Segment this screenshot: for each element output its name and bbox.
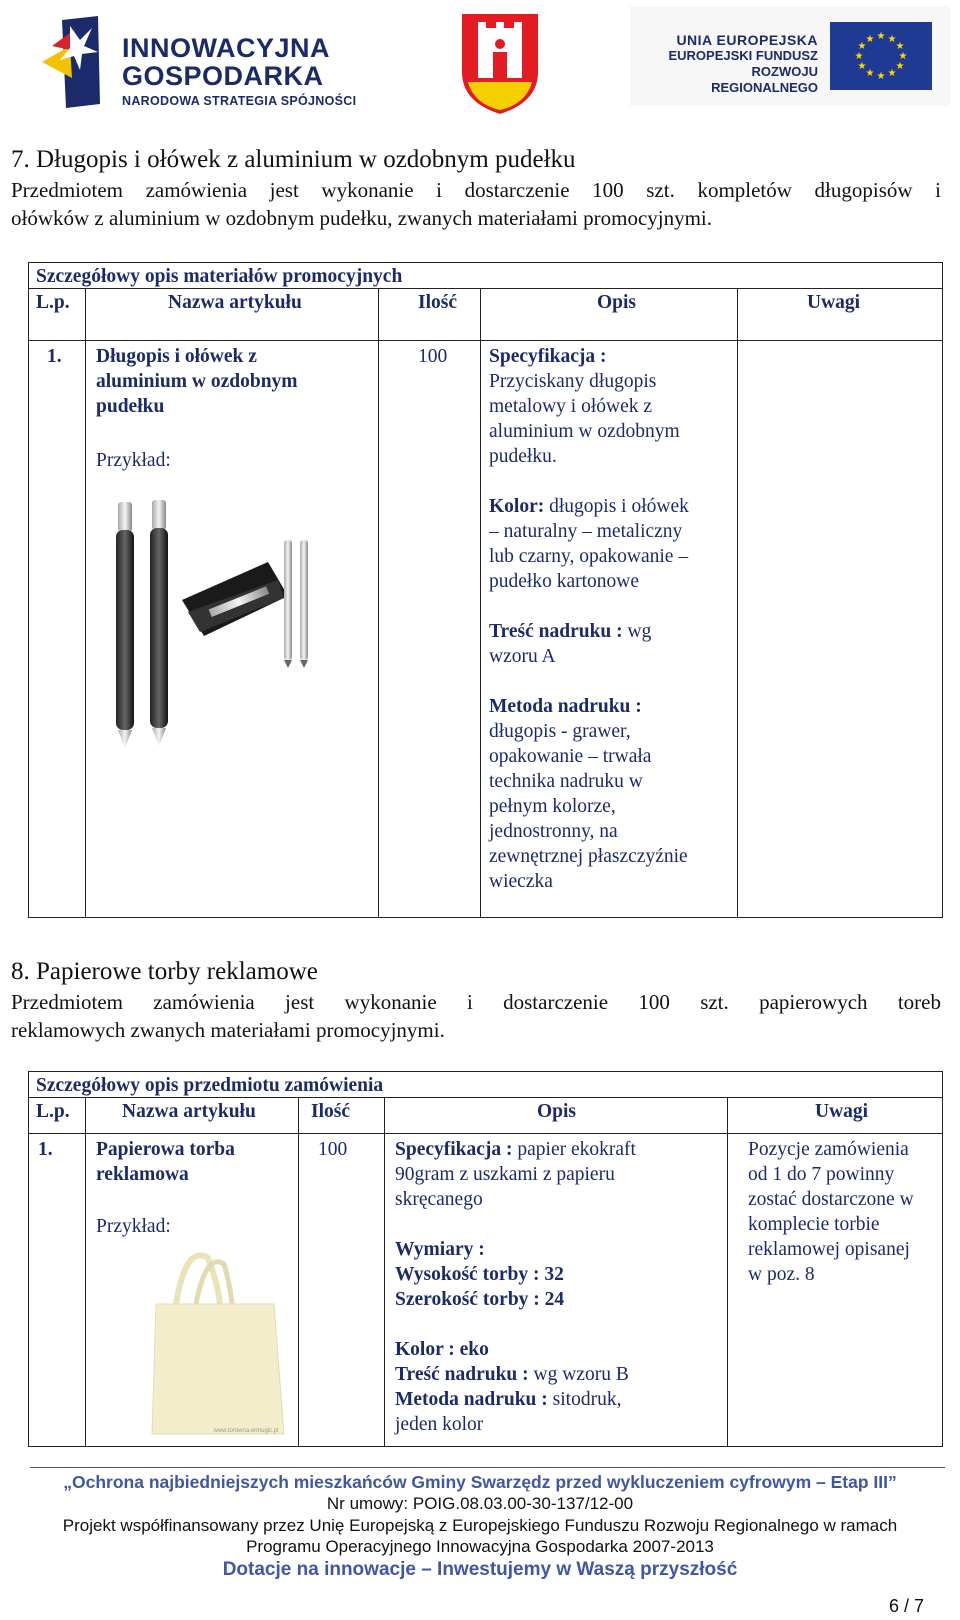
section7-method-l4: pełnym kolorze, bbox=[489, 796, 616, 817]
section7-spec-l2: metalowy i ołówek z bbox=[489, 396, 652, 417]
pen-pencil-set-image bbox=[108, 500, 328, 760]
svg-text:★: ★ bbox=[895, 41, 905, 52]
section7-print-l1: wg bbox=[622, 621, 652, 642]
section7-spec-label: Specyfikacja : bbox=[489, 346, 607, 367]
section7-method-label: Metoda nadruku : bbox=[489, 696, 642, 717]
svg-text:★: ★ bbox=[887, 34, 897, 45]
svg-text:★: ★ bbox=[857, 61, 867, 72]
section7-row-name bbox=[96, 344, 298, 419]
section7-row-desc bbox=[489, 344, 729, 894]
eu-flag-icon bbox=[830, 22, 932, 90]
section8-notes-l4: komplecie torbie bbox=[748, 1214, 880, 1235]
section7-paragraph bbox=[11, 176, 941, 232]
ig-title-line1: INNOWACYJNA bbox=[122, 33, 331, 63]
section8-heading: 8. Papierowe torby reklamowe bbox=[11, 958, 318, 985]
section8-dims-label: Wymiary : bbox=[395, 1239, 485, 1260]
section8-paragraph-line1: Przedmiotem zamówienia jest wykonanie i dostarczenie 100 szt. papierowych toreb bbox=[11, 990, 941, 1014]
section8-spec-l2: 90gram z uszkami z papieru bbox=[395, 1164, 615, 1185]
section7-color-l2: – naturalny – metaliczny bbox=[489, 521, 683, 542]
section7-col-notes: Uwagi bbox=[807, 292, 861, 313]
footer-divider bbox=[30, 1467, 945, 1468]
section8-spec-label: Specyfikacja : bbox=[395, 1139, 513, 1160]
innowacyjna-gospodarka-logo bbox=[40, 12, 360, 112]
footer-programme: Programu Operacyjnego Innowacyjna Gospodarka 2007-2013 bbox=[246, 1537, 714, 1556]
section7-col-desc: Opis bbox=[597, 292, 637, 313]
svg-text:★: ★ bbox=[876, 71, 886, 82]
swarzedz-coat-of-arms bbox=[460, 12, 540, 116]
svg-text:★: ★ bbox=[876, 31, 886, 42]
section8-print-label: Treść nadruku : bbox=[395, 1364, 529, 1385]
paper-bag-image bbox=[146, 1244, 296, 1444]
innowacyjna-gospodarka-emblem-icon bbox=[40, 12, 120, 112]
section7-spec-l1: Przyciskany długopis bbox=[489, 371, 657, 392]
section8-row-desc bbox=[395, 1137, 720, 1437]
section7-method-l1: długopis - grawer, bbox=[489, 721, 631, 742]
page-number: 6 / 7 bbox=[888, 1596, 924, 1616]
section8-spec-l3: skręcanego bbox=[395, 1189, 483, 1210]
section8-table-caption: Szczegółowy opis przedmiotu zamówienia bbox=[36, 1075, 384, 1096]
section8-paragraph bbox=[11, 988, 941, 1044]
footer-contract-number: Nr umowy: POIG.08.03.00-30-137/12-00 bbox=[326, 1494, 634, 1513]
section8-width: Szerokość torby : 24 bbox=[395, 1289, 565, 1310]
section7-paragraph-line2: ołówków z aluminium w ozdobnym pudełku, zwanych materiałami promocyjnymi. bbox=[11, 206, 713, 230]
section8-notes-l1: Pozycje zamówienia bbox=[748, 1139, 909, 1160]
section7-color-l3: lub czarny, opakowanie – bbox=[489, 546, 689, 567]
section7-paragraph-line1: Przedmiotem zamówienia jest wykonanie i dostarczenie 100 szt. kompletów długopisów i bbox=[11, 178, 941, 202]
section7-color-label: Kolor: bbox=[489, 496, 545, 517]
ig-subtitle: NARODOWA STRATEGIA SPÓJNOŚCI bbox=[122, 94, 357, 108]
section8-notes-l2: od 1 do 7 powinny bbox=[748, 1164, 895, 1185]
section7-print-label: Treść nadruku : bbox=[489, 621, 623, 642]
section8-notes-l5: reklamowej opisanej bbox=[748, 1239, 910, 1260]
section8-method-l2: jeden kolor bbox=[395, 1414, 484, 1435]
section8-name-l1: Papierowa torba bbox=[96, 1139, 235, 1160]
section7-col-name: Nazwa artykułu bbox=[168, 292, 302, 313]
section8-method-l1: sitodruk, bbox=[547, 1389, 622, 1410]
section8-paragraph-line2: reklamowych zwanych materiałami promocyjnymi. bbox=[11, 1018, 445, 1042]
section7-name-l1: Długopis i ołówek z bbox=[96, 346, 257, 367]
svg-text:★: ★ bbox=[898, 51, 908, 62]
section8-col-name: Nazwa artykułu bbox=[122, 1101, 256, 1122]
svg-text:★: ★ bbox=[854, 51, 864, 62]
section7-row-lp: 1. bbox=[47, 346, 62, 367]
footer-project-title: „Ochrona najbiedniejszych mieszkańców Gminy Swarzędz przed wykluczeniem cyfrowym – Etap III” bbox=[63, 1472, 897, 1492]
section8-height: Wysokość torby : 32 bbox=[395, 1264, 564, 1285]
section7-spec-l3: aluminium w ozdobnym bbox=[489, 421, 680, 442]
section8-col-qty: Ilość bbox=[311, 1101, 350, 1122]
section8-row-lp: 1. bbox=[38, 1139, 53, 1160]
section8-row-qty: 100 bbox=[318, 1139, 348, 1160]
section7-method-l5: jednostronny, na bbox=[489, 821, 618, 842]
bag-watermark: www.torowna.ermugic.pl bbox=[213, 1428, 279, 1434]
svg-text:★: ★ bbox=[865, 68, 875, 79]
ue-line2: EUROPEJSKI FUNDUSZ bbox=[668, 48, 818, 63]
eu-logo bbox=[630, 6, 950, 106]
section7-method-l3: technika nadruku w bbox=[489, 771, 643, 792]
section8-col-notes: Uwagi bbox=[815, 1101, 869, 1122]
section8-row-notes bbox=[748, 1137, 938, 1287]
section8-print-value: wg wzoru B bbox=[528, 1364, 629, 1385]
section8-col-lp: L.p. bbox=[36, 1101, 70, 1122]
svg-text:★: ★ bbox=[887, 68, 897, 79]
section7-print-l2: wzoru A bbox=[489, 646, 556, 667]
section7-method-l7: wieczka bbox=[489, 871, 553, 892]
section8-spec-l1: papier ekokraft bbox=[512, 1139, 636, 1160]
ig-title-line2: GOSPODARKA bbox=[122, 61, 324, 91]
coat-of-arms-icon bbox=[460, 12, 540, 116]
section8-method-label: Metoda nadruku : bbox=[395, 1389, 548, 1410]
section7-color-l4: pudełko kartonowe bbox=[489, 571, 640, 592]
section7-name-l2: aluminium w ozdobnym bbox=[96, 371, 298, 392]
section7-row-qty: 100 bbox=[418, 346, 448, 367]
section8-notes-l6: w poz. 8 bbox=[748, 1264, 815, 1285]
section7-method-l2: opakowanie – trwała bbox=[489, 746, 652, 767]
section7-heading: 7. Długopis i ołówek z aluminium w ozdobnym pudełku bbox=[11, 146, 576, 173]
section8-name-l2: reklamowa bbox=[96, 1164, 189, 1185]
section8-example-label: Przykład: bbox=[96, 1216, 171, 1237]
footer-cofinancing: Projekt współfinansowany przez Unię Europejską z Europejskiego Funduszu Rozwoju Regionalnego w ramach bbox=[62, 1516, 898, 1535]
ue-line1: UNIA EUROPEJSKA bbox=[676, 32, 818, 48]
section7-table-caption: Szczegółowy opis materiałów promocyjnych bbox=[36, 266, 403, 287]
section8-color: Kolor : eko bbox=[395, 1339, 489, 1360]
ue-line3: ROZWOJU REGIONALNEGO bbox=[711, 64, 818, 95]
section7-name-l3: pudełku bbox=[96, 396, 165, 417]
section8-col-desc: Opis bbox=[537, 1101, 577, 1122]
svg-text:★: ★ bbox=[865, 34, 875, 45]
section8-notes-l3: zostać dostarczone w bbox=[748, 1189, 914, 1210]
section7-col-lp: L.p. bbox=[36, 292, 70, 313]
svg-text:★: ★ bbox=[857, 41, 867, 52]
section7-method-l6: zewnętrznej płaszczyźnie bbox=[489, 846, 688, 867]
section7-example-label: Przykład: bbox=[96, 450, 171, 471]
section7-color-l1: długopis i ołówek bbox=[544, 496, 689, 517]
footer-slogan: Dotacje na innowacje – Inwestujemy w Waszą przyszłość bbox=[222, 1559, 738, 1580]
section7-spec-l4: pudełku. bbox=[489, 446, 557, 467]
section7-col-qty: Ilość bbox=[418, 292, 457, 313]
svg-text:★: ★ bbox=[895, 61, 905, 72]
section8-row-name bbox=[96, 1137, 235, 1187]
